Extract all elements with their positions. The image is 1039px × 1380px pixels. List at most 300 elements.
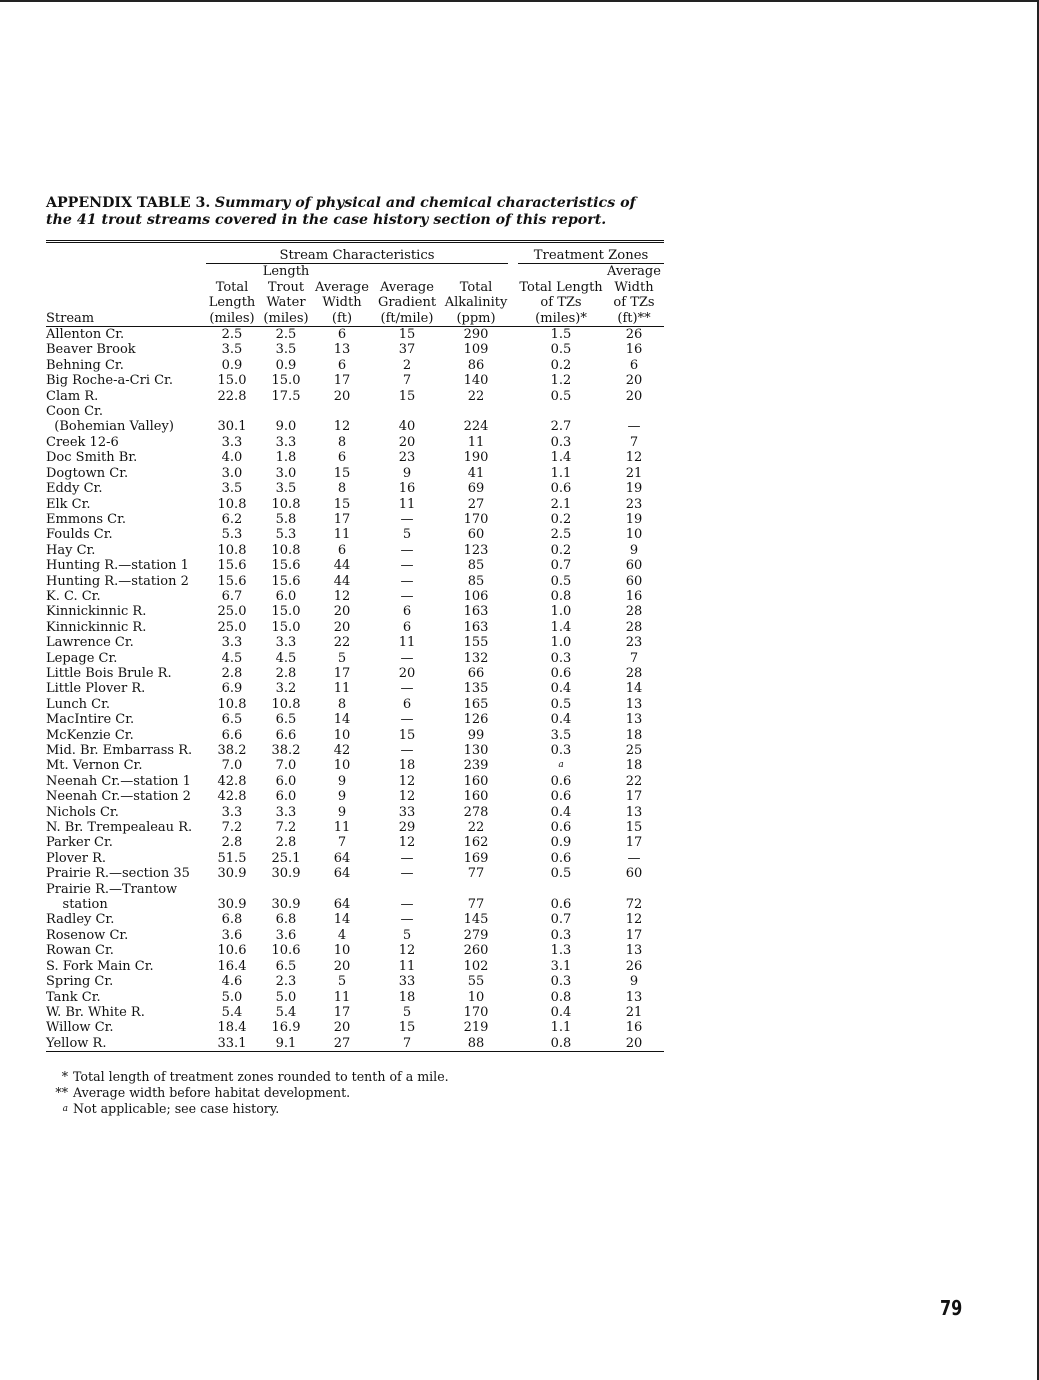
cell-total-alkalinity: 163 (463, 604, 489, 620)
cell-trout-water: 15.0 (271, 373, 301, 389)
cell-tz-length: 1.0 (550, 635, 572, 651)
cell-tz-width: 22 (625, 773, 643, 789)
cell-stream-name: Lunch Cr. (46, 696, 111, 712)
cell-average-width: 6 (337, 450, 347, 466)
cell-stream-name: Mt. Vernon Cr. (46, 758, 143, 774)
cell-average-gradient: 5 (402, 1004, 412, 1020)
cell-stream-name: W. Br. White R. (46, 1004, 145, 1020)
table-row (46, 1036, 664, 1052)
cell-average-width: 22 (333, 635, 351, 651)
cell-average-width: 13 (333, 342, 351, 358)
cell-total-alkalinity: 85 (467, 573, 485, 589)
cell-total-length: 5.3 (221, 527, 243, 543)
cell-total-length: 4.0 (221, 450, 243, 466)
cell-tz-width: 15 (625, 820, 643, 836)
cell-average-gradient: 29 (398, 820, 416, 836)
cell-trout-water: 9.1 (275, 1035, 297, 1051)
cell-total-length: 30.9 (217, 897, 247, 913)
cell-trout-water: 3.6 (275, 927, 297, 943)
cell-tz-length: 0.7 (550, 912, 572, 928)
table-row (46, 697, 664, 712)
table-row (46, 604, 664, 619)
cell-tz-length: 0.6 (550, 789, 572, 805)
cell-trout-water: 6.5 (275, 958, 297, 974)
cell-stream-name: Lawrence Cr. (46, 635, 134, 651)
cell-tz-width: 60 (625, 866, 643, 882)
cell-total-alkalinity: 219 (463, 1020, 489, 1036)
cell-tz-length (518, 404, 604, 419)
cell-total-length: 2.5 (221, 327, 243, 343)
cell-average-width: 10 (333, 758, 351, 774)
cell-total-length: 3.3 (221, 804, 243, 820)
cell-average-width: 12 (333, 419, 351, 435)
cell-stream-name: Behning Cr. (46, 357, 124, 373)
cell-average-gradient: — (400, 897, 414, 913)
cell-stream-name: Big Roche-a-Cri Cr. (46, 373, 173, 389)
cell-tz-length (518, 882, 604, 897)
cell-total-length: 10.8 (217, 696, 247, 712)
cell-average-width (314, 882, 370, 897)
cell-gap (508, 697, 518, 712)
table-row (46, 419, 664, 434)
cell-stream-name: station (46, 897, 108, 913)
header-stream: Stream (46, 264, 206, 327)
table-row (46, 990, 664, 1005)
cell-total-length: 3.3 (221, 635, 243, 651)
cell-gap (508, 1036, 518, 1052)
cell-gap (508, 789, 518, 804)
cell-tz-length: 0.9 (550, 835, 572, 851)
cell-tz-length: 0.2 (550, 511, 572, 527)
cell-average-width: 5 (337, 974, 347, 990)
cell-total-alkalinity: 155 (463, 635, 489, 651)
cell-trout-water: 3.3 (275, 804, 297, 820)
cell-tz-width: 17 (625, 835, 643, 851)
header-average-gradient: Average Gradient (ft/mile) (370, 264, 444, 327)
cell-gap (508, 327, 518, 343)
cell-trout-water: 6.6 (275, 727, 297, 743)
cell-total-length: 6.2 (221, 511, 243, 527)
table-row (46, 373, 664, 388)
table-row (46, 497, 664, 512)
cell-trout-water: 5.3 (275, 527, 297, 543)
cell-tz-length: 0.5 (550, 573, 572, 589)
table-row (46, 789, 664, 804)
cell-tz-length: 0.4 (550, 1004, 572, 1020)
cell-tz-width: 20 (625, 373, 643, 389)
cell-trout-water: 10.8 (271, 542, 301, 558)
cell-tz-width: 19 (625, 481, 643, 497)
cell-total-alkalinity: 22 (467, 820, 485, 836)
cell-average-gradient: 9 (402, 465, 412, 481)
cell-total-length: 30.1 (217, 419, 247, 435)
cell-average-width: 14 (333, 912, 351, 928)
cell-tz-length: 1.0 (550, 604, 572, 620)
cell-total-alkalinity: 145 (463, 912, 489, 928)
cell-total-length: 2.8 (221, 835, 243, 851)
cell-average-gradient: 6 (402, 696, 412, 712)
cell-gap (508, 404, 518, 419)
cell-total-length: 6.5 (221, 712, 243, 728)
cell-total-alkalinity (444, 882, 508, 897)
cell-trout-water: 10.8 (271, 496, 301, 512)
cell-trout-water: 25.1 (271, 850, 301, 866)
cell-tz-width: 13 (625, 712, 643, 728)
cell-trout-water: 3.3 (275, 635, 297, 651)
cell-tz-width: 16 (625, 1020, 643, 1036)
cell-tz-width: 12 (625, 912, 643, 928)
cell-average-width: 7 (337, 835, 347, 851)
footnote: * Total length of treatment zones rounded to tenth of a mile. (61, 1069, 449, 1084)
stream-characteristics-table (46, 240, 664, 1056)
cell-average-gradient: 11 (398, 635, 416, 651)
header-total-alkalinity: Total Alkalinity (ppm) (444, 264, 508, 327)
cell-trout-water: 5.4 (275, 1004, 297, 1020)
header-length-trout-water: Length Trout Water (miles) (258, 264, 314, 327)
cell-trout-water: 3.3 (275, 434, 297, 450)
cell-tz-width: 20 (625, 1035, 643, 1051)
cell-average-gradient: 5 (402, 927, 412, 943)
cell-stream-name: Lepage Cr. (46, 650, 118, 666)
table-row (46, 404, 664, 419)
header-tz-average-width: Average Width of TZs (ft)** (604, 264, 664, 327)
cell-gap (508, 990, 518, 1005)
cell-tz-length: 2.1 (550, 496, 572, 512)
cell-average-gradient: — (400, 743, 414, 758)
cell-tz-width: 28 (625, 665, 643, 681)
table-row (46, 450, 664, 465)
cell-trout-water: 2.5 (275, 327, 297, 343)
cell-average-width: 20 (333, 958, 351, 974)
cell-stream-name: Tank Cr. (46, 989, 101, 1005)
column-header-row (46, 264, 664, 327)
cell-total-alkalinity: 162 (463, 835, 489, 851)
cell-tz-length: 3.5 (550, 727, 572, 743)
cell-gap (508, 1020, 518, 1035)
cell-stream-name: Rosenow Cr. (46, 927, 129, 943)
cell-average-width: 10 (333, 943, 351, 959)
cell-gap (508, 651, 518, 666)
cell-stream-name: Doc Smith Br. (46, 450, 138, 466)
cell-gap (508, 866, 518, 881)
cell-average-gradient: — (400, 712, 414, 728)
cell-total-length: 3.5 (221, 342, 243, 358)
cell-average-gradient (370, 882, 444, 897)
cell-total-alkalinity: 60 (467, 527, 485, 543)
cell-total-length: 10.6 (217, 943, 247, 959)
cell-gap (508, 928, 518, 943)
header-tz-total-length: Total Length of TZs (miles)* (518, 264, 604, 327)
cell-tz-length: 1.3 (550, 943, 572, 959)
cell-tz-length: 0.6 (550, 481, 572, 497)
cell-tz-width: 17 (625, 927, 643, 943)
table-row (46, 912, 664, 927)
cell-tz-length: 0.3 (550, 927, 572, 943)
cell-average-width: 10 (333, 727, 351, 743)
cell-trout-water: 15.6 (271, 573, 301, 589)
cell-stream-name: Radley Cr. (46, 912, 115, 928)
table-row (46, 851, 664, 866)
cell-stream-name: Kinnickinnic R. (46, 604, 147, 620)
cell-total-alkalinity: 10 (467, 989, 485, 1005)
cell-total-alkalinity: 41 (467, 465, 485, 481)
cell-total-alkalinity: 190 (463, 450, 489, 466)
cell-total-length: 10.8 (217, 542, 247, 558)
cell-tz-length: 0.6 (550, 897, 572, 913)
cell-average-gradient: 11 (398, 958, 416, 974)
cell-tz-width: 23 (625, 635, 643, 651)
cell-total-alkalinity: 27 (467, 496, 485, 512)
cell-stream-name: Eddy Cr. (46, 481, 103, 497)
cell-average-gradient: 12 (398, 943, 416, 959)
cell-average-gradient: 40 (398, 419, 416, 435)
cell-stream-name: (Bohemian Valley) (46, 419, 174, 435)
cell-tz-width: 9 (629, 542, 639, 558)
cell-total-alkalinity: 86 (467, 357, 485, 373)
cell-stream-name: Foulds Cr. (46, 527, 113, 543)
cell-tz-width: 13 (625, 989, 643, 1005)
cell-total-alkalinity: 135 (463, 681, 489, 697)
cell-tz-length: 3.1 (550, 958, 572, 974)
cell-average-gradient: — (400, 511, 414, 527)
cell-tz-width: 17 (625, 789, 643, 805)
cell-average-gradient: — (400, 681, 414, 697)
cell-total-alkalinity: 132 (463, 650, 489, 666)
cell-stream-name: K. C. Cr. (46, 588, 101, 604)
header-average-width: Average Width (ft) (314, 264, 370, 327)
cell-gap (508, 574, 518, 589)
cell-average-gradient: — (400, 912, 414, 928)
cell-tz-width (604, 882, 664, 897)
cell-average-gradient: 33 (398, 804, 416, 820)
cell-total-length: 3.0 (221, 465, 243, 481)
cell-average-gradient: — (400, 542, 414, 558)
table-row (46, 928, 664, 943)
cell-total-alkalinity: 278 (463, 804, 489, 820)
cell-total-length: 3.5 (221, 481, 243, 497)
cell-average-gradient: 15 (398, 327, 416, 343)
cell-tz-length: 2.7 (550, 419, 572, 435)
table-row (46, 512, 664, 527)
cell-gap (508, 481, 518, 496)
cell-total-alkalinity: 260 (463, 943, 489, 959)
cell-gap (508, 851, 518, 866)
cell-gap (508, 681, 518, 696)
cell-tz-width: 72 (625, 897, 643, 913)
table-row (46, 1005, 664, 1020)
cell-stream-name: Rowan Cr. (46, 943, 114, 959)
cell-total-alkalinity: 160 (463, 773, 489, 789)
cell-average-gradient: — (400, 573, 414, 589)
cell-tz-width: 13 (625, 943, 643, 959)
cell-gap (508, 558, 518, 573)
cell-trout-water: 0.9 (275, 357, 297, 373)
cell-stream-name: Little Plover R. (46, 681, 146, 697)
cell-total-alkalinity: 69 (467, 481, 485, 497)
table-row (46, 527, 664, 542)
cell-average-width: 11 (333, 820, 351, 836)
cell-stream-name: Dogtown Cr. (46, 465, 129, 481)
cell-average-gradient: 12 (398, 789, 416, 805)
table-row (46, 589, 664, 604)
cell-trout-water: 15.6 (271, 558, 301, 574)
cell-trout-water: 6.0 (275, 789, 297, 805)
cell-tz-width: 13 (625, 696, 643, 712)
cell-gap (508, 820, 518, 835)
cell-tz-length: 2.5 (550, 527, 572, 543)
cell-gap (508, 389, 518, 404)
cell-total-length: 15.6 (217, 573, 247, 589)
cell-total-length: 15.6 (217, 558, 247, 574)
cell-stream-name: Creek 12-6 (46, 434, 119, 450)
table-row (46, 435, 664, 450)
cell-average-width: 6 (337, 542, 347, 558)
cell-average-width: 8 (337, 481, 347, 497)
cell-tz-length: 0.6 (550, 820, 572, 836)
cell-average-width (314, 404, 370, 419)
cell-gap (508, 358, 518, 373)
cell-tz-length: 1.1 (550, 465, 572, 481)
cell-total-length (206, 882, 258, 897)
table-row (46, 943, 664, 958)
cell-gap (508, 743, 518, 758)
cell-gap (508, 835, 518, 850)
cell-average-width: 64 (333, 897, 351, 913)
cell-total-length: 6.8 (221, 912, 243, 928)
cell-total-length: 0.9 (221, 357, 243, 373)
table-row (46, 974, 664, 989)
cell-stream-name: Emmons Cr. (46, 511, 127, 527)
cell-stream-name: Yellow R. (46, 1035, 107, 1051)
cell-trout-water: 2.8 (275, 665, 297, 681)
cell-average-width: 5 (337, 650, 347, 666)
cell-tz-width: 16 (625, 588, 643, 604)
table-row (46, 866, 664, 881)
footnote: ** Average width before habitat development. (55, 1085, 351, 1100)
cell-average-gradient: 20 (398, 665, 416, 681)
cell-total-length: 18.4 (217, 1020, 247, 1036)
table-row (46, 342, 664, 357)
cell-total-alkalinity: 88 (467, 1035, 485, 1051)
cell-stream-name: Prairie R.—section 35 (46, 866, 190, 882)
cell-total-alkalinity: 102 (463, 958, 489, 974)
cell-tz-length: 0.8 (550, 989, 572, 1005)
caption-lead: APPENDIX TABLE 3. (46, 195, 211, 211)
cell-total-alkalinity: 169 (463, 850, 489, 866)
cell-stream-name: Neenah Cr.—station 1 (46, 773, 191, 789)
cell-average-gradient: — (400, 650, 414, 666)
table-row (46, 635, 664, 650)
table-row (46, 758, 664, 773)
cell-total-alkalinity: 165 (463, 696, 489, 712)
cell-total-alkalinity: 279 (463, 927, 489, 943)
cell-tz-width: 23 (625, 496, 643, 512)
cell-tz-length: 1.4 (550, 619, 572, 635)
group-stream-characteristics: Stream Characteristics (206, 248, 508, 264)
cell-trout-water: 2.8 (275, 835, 297, 851)
cell-total-length: 15.0 (217, 373, 247, 389)
cell-average-width: 9 (337, 789, 347, 805)
cell-total-alkalinity: 109 (463, 342, 489, 358)
cell-average-width: 27 (333, 1035, 351, 1051)
cell-tz-length: 1.1 (550, 1020, 572, 1036)
cell-total-alkalinity: 163 (463, 619, 489, 635)
cell-tz-width: 18 (625, 758, 643, 774)
cell-average-width: 11 (333, 681, 351, 697)
cell-gap (508, 805, 518, 820)
cell-average-width: 20 (333, 388, 351, 404)
cell-average-width: 8 (337, 696, 347, 712)
cell-tz-width: 21 (625, 465, 643, 481)
cell-average-width: 17 (333, 665, 351, 681)
cell-stream-name: Hunting R.—station 2 (46, 573, 189, 589)
cell-trout-water: 2.3 (275, 974, 297, 990)
cell-trout-water: 38.2 (271, 743, 301, 758)
cell-tz-length: 0.5 (550, 388, 572, 404)
cell-total-alkalinity: 77 (467, 866, 485, 882)
cell-total-alkalinity: 224 (463, 419, 489, 435)
cell-gap (508, 774, 518, 789)
table-row (46, 820, 664, 835)
table-row (46, 466, 664, 481)
table-row (46, 743, 664, 758)
page-number: 79 (940, 1296, 963, 1320)
cell-tz-length: 1.4 (550, 450, 572, 466)
cell-gap (508, 466, 518, 481)
cell-average-width: 6 (337, 327, 347, 343)
cell-trout-water: 15.0 (271, 619, 301, 635)
cell-total-length: 4.6 (221, 974, 243, 990)
cell-gap (508, 543, 518, 558)
cell-trout-water: 10.6 (271, 943, 301, 959)
table-row (46, 1020, 664, 1035)
cell-gap (508, 373, 518, 388)
table-row (46, 327, 664, 343)
cell-total-length: 42.8 (217, 789, 247, 805)
cell-total-length: 30.9 (217, 866, 247, 882)
cell-tz-length: 0.6 (550, 773, 572, 789)
cell-total-length: 42.8 (217, 773, 247, 789)
cell-stream-name: Allenton Cr. (46, 327, 125, 343)
cell-average-gradient: 11 (398, 496, 416, 512)
cell-tz-width: 14 (625, 681, 643, 697)
cell-tz-width: 26 (625, 958, 643, 974)
cell-tz-length: 0.6 (550, 850, 572, 866)
cell-stream-name: Plover R. (46, 850, 107, 866)
cell-gap (508, 1005, 518, 1020)
cell-trout-water: 10.8 (271, 696, 301, 712)
cell-average-width: 20 (333, 604, 351, 620)
cell-stream-name: Parker Cr. (46, 835, 113, 851)
cell-tz-width: — (627, 850, 641, 866)
cell-average-width: 17 (333, 1004, 351, 1020)
cell-tz-length: 0.3 (550, 434, 572, 450)
cell-tz-width: 9 (629, 974, 639, 990)
cell-total-alkalinity: 77 (467, 897, 485, 913)
table-row (46, 805, 664, 820)
cell-gap (508, 758, 518, 773)
table-row (46, 728, 664, 743)
table-row (46, 620, 664, 635)
cell-total-length: 6.7 (221, 588, 243, 604)
footnotes (46, 1069, 449, 1117)
cell-stream-name: Hay Cr. (46, 542, 96, 558)
cell-total-length: 7.2 (221, 820, 243, 836)
cell-trout-water: 15.0 (271, 604, 301, 620)
group-header-row (46, 248, 664, 264)
cell-total-length: 3.3 (221, 434, 243, 450)
cell-gap (508, 342, 518, 357)
